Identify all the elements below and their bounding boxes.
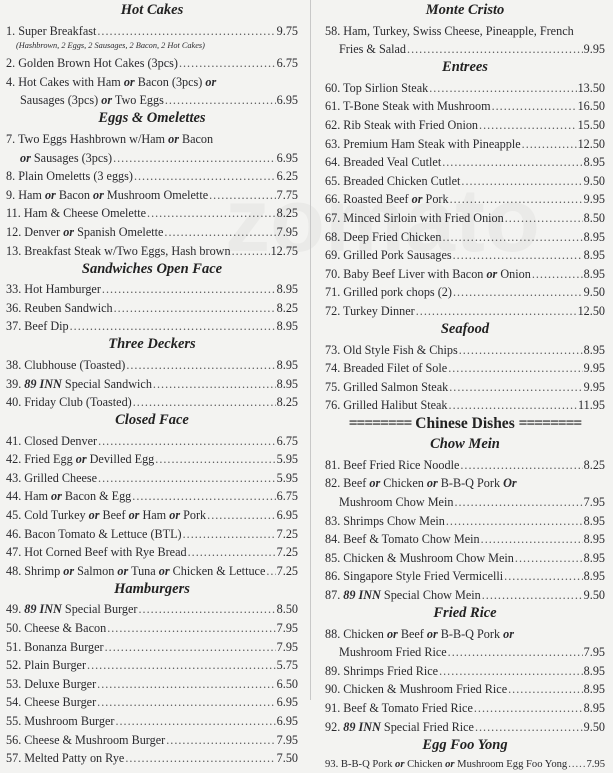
menu-item [325, 376, 605, 395]
dot-leader [505, 210, 583, 226]
item-price: 12.75 [270, 243, 298, 258]
menu-item [6, 166, 298, 185]
menu-item [6, 655, 298, 674]
item-name: 37. Beef Dip [6, 319, 69, 334]
item-price: 6.95 [276, 508, 298, 523]
menu-section-fried-rice [325, 603, 605, 735]
dot-leader [454, 494, 582, 510]
item-price: 7.95 [583, 495, 605, 510]
section-title: Chinese Dishes [411, 415, 519, 433]
item-name: 84. Beef & Tomato Chow Mein [325, 532, 480, 547]
dot-leader [448, 360, 582, 376]
menu-item [325, 642, 605, 661]
item-name: 75. Grilled Salmon Steak [325, 379, 449, 394]
item-price: 8.25 [276, 395, 298, 410]
dot-leader [461, 173, 582, 189]
item-price: 12.50 [577, 136, 605, 151]
item-price: 8.95 [276, 282, 298, 297]
item-price: 6.25 [276, 169, 298, 184]
section-title: Monte Cristo [425, 2, 505, 18]
item-price: 9.95 [583, 42, 605, 57]
dot-leader [446, 513, 583, 529]
item-name: 41. Closed Denver [6, 433, 98, 448]
item-price: 8.95 [583, 682, 605, 697]
section-title: Egg Foo Yong [422, 736, 508, 753]
divider: ======== [518, 415, 582, 433]
dot-leader [134, 168, 276, 184]
item-price: 8.95 [583, 513, 605, 528]
item-name: 56. Cheese & Mushroom Burger [6, 732, 166, 747]
item-name: 60. Top Sirlion Steak [325, 80, 429, 95]
item-price: 8.95 [583, 248, 605, 263]
item-name: 55. Mushroom Burger [6, 714, 115, 728]
menu-item [6, 20, 298, 39]
item-name: 71. Grilled pork chops (2) [325, 285, 452, 300]
dot-leader [153, 376, 276, 392]
menu-item [325, 300, 605, 319]
item-price: 8.25 [276, 206, 298, 221]
item-name: 62. Rib Steak with Fried Onion [325, 117, 479, 132]
item-price: 9.50 [583, 285, 605, 300]
dot-leader [460, 457, 582, 473]
item-name: 70. Baby Beef Liver with Bacon or Onion [325, 266, 531, 281]
item-name: 54. Cheese Burger [6, 695, 97, 710]
dot-leader [133, 394, 276, 410]
item-price: 12.50 [577, 303, 605, 318]
dot-leader [515, 550, 583, 566]
item-price: 5.95 [276, 470, 298, 485]
menu-item [6, 729, 298, 748]
item-name: 66. Roasted Beef or Pork [325, 192, 449, 207]
item-name: 73. Old Style Fish & Chips [325, 342, 458, 357]
menu-item [325, 491, 605, 510]
item-name: 36. Reuben Sandwich [6, 300, 113, 315]
menu-item [6, 147, 298, 166]
menu-item [6, 53, 298, 72]
item-price: 8.95 [583, 266, 605, 281]
item-name: 64. Breaded Veal Cutlet [325, 155, 442, 170]
menu-item [325, 339, 605, 358]
item-note: (Hashbrown, 2 Eggs, 2 Sausages, 2 Bacon, 2 Hot Cakes) [16, 40, 205, 50]
menu-section-egg-foo-yong [325, 735, 605, 773]
item-name: 68. Deep Fried Chicken [325, 229, 442, 244]
menu-item [6, 673, 298, 692]
menu-item [325, 755, 605, 773]
item-name: 92. 89 INN Special Fried Rice [325, 719, 474, 734]
item-price: 8.25 [583, 457, 605, 472]
dot-leader [459, 342, 583, 358]
dot-leader [147, 205, 276, 221]
item-name: 33. Hot Hamburger [6, 282, 101, 297]
menu-section-hamburgers [6, 579, 298, 766]
item-name: 89. Shrimps Fried Rice [325, 663, 439, 678]
item-name: 72. Turkey Dinner [325, 303, 415, 318]
dot-leader [450, 191, 583, 207]
dot-leader [114, 300, 276, 316]
dot-leader [155, 451, 275, 467]
menu-section-hot-cakes [6, 0, 298, 108]
dot-leader [479, 117, 577, 133]
menu-item [6, 710, 298, 729]
menu-section-chow-mein [325, 434, 605, 603]
item-price: 8.95 [583, 550, 605, 565]
item-name: 76. Grilled Halibut Steak [325, 398, 448, 413]
item-name: 69. Grilled Pork Sausages [325, 248, 452, 263]
section-title: Seafood [440, 320, 490, 337]
section-title: Eggs & Omelettes [98, 110, 206, 127]
menu-item [325, 207, 605, 226]
item-price: 9.95 [583, 361, 605, 376]
menu-item [6, 504, 298, 523]
menu-item [6, 128, 298, 147]
menu-section-entrees [325, 57, 605, 319]
section-title: Entrees [442, 59, 488, 76]
dot-leader [448, 644, 583, 660]
dot-leader [449, 397, 577, 413]
menu-item [6, 221, 298, 240]
dot-leader [453, 247, 583, 263]
dot-leader [532, 266, 583, 282]
item-name: 9. Ham or Bacon or Mushroom Omelette [6, 187, 209, 202]
menu-item [6, 486, 298, 505]
item-name: 74. Breaded Filet of Sole [325, 361, 448, 376]
dot-leader [70, 318, 276, 334]
menu-section-eggs [6, 108, 298, 258]
dot-leader [132, 488, 275, 504]
item-price: 7.75 [276, 187, 298, 202]
dot-leader [429, 80, 576, 96]
item-price: 6.95 [276, 150, 298, 165]
item-name: 52. Plain Burger [6, 658, 87, 673]
item-price: 7.50 [276, 751, 298, 766]
menu-column-right [310, 0, 613, 771]
menu-item [6, 430, 298, 449]
item-name: 86. Singapore Style Fried Vermicelli [325, 569, 504, 584]
item-price: 8.95 [583, 663, 605, 678]
item-name: 44. Ham or Bacon & Egg [6, 489, 132, 504]
dot-leader [442, 229, 582, 245]
section-title: Three Deckers [108, 336, 196, 353]
dot-leader [481, 531, 583, 547]
item-price: 7.25 [276, 563, 298, 578]
item-price: 8.95 [276, 357, 298, 372]
dot-leader [102, 281, 276, 297]
item-price: 8.95 [276, 319, 298, 334]
item-price: 8.95 [583, 342, 605, 357]
menu-item [6, 184, 298, 203]
item-name: 57. Melted Patty on Rye [6, 751, 125, 766]
menu-item [325, 566, 605, 585]
item-price: 9.50 [583, 588, 605, 603]
menu-item [325, 529, 605, 548]
dot-leader [98, 433, 276, 449]
menu-item [325, 358, 605, 377]
menu-item [6, 560, 298, 579]
dot-leader [97, 676, 276, 692]
item-name: 91. Beef & Tomato Fried Rice [325, 701, 473, 715]
menu-item [6, 599, 298, 618]
item-price: 9.75 [276, 23, 298, 38]
section-title: Fried Rice [433, 605, 497, 622]
dot-leader [482, 587, 583, 603]
dot-leader [568, 757, 585, 773]
item-name: 7. Two Eggs Hashbrown w/Ham or Bacon [6, 131, 214, 146]
item-price: 8.95 [583, 229, 605, 244]
menu-item [325, 697, 605, 716]
item-name: or Sausages (3pcs) [20, 150, 113, 165]
dot-leader [179, 55, 276, 71]
dot-leader [416, 303, 577, 319]
dot-leader [97, 694, 276, 710]
item-name: 40. Friday Club (Toasted) [6, 395, 132, 410]
menu-item [325, 77, 605, 96]
item-price: 8.95 [583, 701, 605, 715]
item-name: 45. Cold Turkey or Beef or Ham or Pork [6, 508, 207, 523]
menu-section-closed-face [6, 410, 298, 579]
divider: ======== [348, 415, 412, 433]
dot-leader [166, 732, 275, 748]
item-name: 53. Deluxe Burger [6, 676, 97, 691]
menu-item [325, 114, 605, 133]
menu-item [325, 510, 605, 529]
item-price: 6.50 [276, 676, 298, 691]
item-name: 93. B-B-Q Pork or Chicken or Mushroom Egg Foo Yong [325, 759, 568, 771]
menu-item [325, 623, 605, 642]
item-name: 39. 89 INN Special Sandwich [6, 376, 152, 391]
section-title: Hot Cakes [120, 2, 184, 18]
section-title: Hamburgers [114, 580, 190, 597]
menu-item [6, 297, 298, 316]
menu-item [325, 263, 605, 282]
menu-item [325, 133, 605, 152]
item-name: 48. Shrimp or Salmon or Tuna or Chicken & Lettuce [6, 563, 266, 578]
menu-item [6, 90, 298, 109]
item-name: Mushroom Fried Rice [339, 645, 447, 660]
item-name: 83. Shrimps Chow Mein [325, 513, 445, 528]
menu-item [325, 96, 605, 115]
item-price: 16.50 [577, 99, 605, 114]
item-price: 9.95 [583, 192, 605, 207]
menu-item [6, 542, 298, 561]
dot-leader [115, 713, 275, 729]
dot-leader [442, 154, 582, 170]
item-name: 67. Minced Sirloin with Fried Onion [325, 210, 504, 225]
dot-leader [113, 150, 276, 166]
item-price: 8.95 [583, 155, 605, 170]
menu-item [325, 584, 605, 603]
dot-leader [207, 507, 276, 523]
menu-item [6, 636, 298, 655]
item-price: 6.95 [276, 714, 298, 728]
dot-leader [107, 620, 275, 636]
menu-item [325, 473, 605, 492]
item-name: 49. 89 INN Special Burger [6, 602, 138, 617]
item-price: 7.95 [276, 639, 298, 654]
dot-leader [449, 379, 582, 395]
item-name: 90. Chicken & Mushroom Fried Rice [325, 682, 508, 697]
menu-item [325, 189, 605, 208]
dot-leader [492, 98, 577, 114]
item-price: 6.75 [276, 56, 298, 71]
item-price: 8.95 [276, 376, 298, 391]
menu-item [6, 354, 298, 373]
item-price: 6.95 [276, 695, 298, 710]
item-name: 38. Clubhouse (Toasted) [6, 357, 126, 372]
menu-item [325, 152, 605, 171]
item-price: 5.95 [276, 452, 298, 467]
item-name: 88. Chicken or Beef or B-B-Q Pork or [325, 626, 514, 641]
dot-leader [475, 719, 583, 735]
menu-item [6, 748, 298, 767]
item-price: 9.50 [583, 173, 605, 188]
menu-section-monte-cristo [325, 0, 605, 57]
chinese-dishes-header [325, 413, 605, 434]
dot-leader [407, 41, 583, 57]
item-price: 7.95 [276, 224, 298, 239]
dot-leader [439, 663, 583, 679]
dot-leader [98, 470, 276, 486]
item-price: 9.95 [583, 379, 605, 394]
menu-item [325, 395, 605, 414]
menu-section-open-face [6, 259, 298, 335]
item-price: 6.75 [276, 433, 298, 448]
dot-leader [209, 187, 276, 203]
item-price: 7.95 [586, 759, 605, 771]
menu-item [325, 679, 605, 698]
dot-leader [125, 750, 275, 766]
item-name: 63. Premium Ham Steak with Pineapple [325, 136, 521, 151]
item-name: 13. Breakfast Steak w/Two Eggs, Hash brown [6, 243, 231, 258]
item-name: 58. Ham, Turkey, Swiss Cheese, Pineapple, French [325, 23, 574, 38]
item-name: 51. Bonanza Burger [6, 639, 104, 654]
item-price: 7.95 [276, 732, 298, 747]
dot-leader [453, 284, 583, 300]
menu-item [6, 467, 298, 486]
item-price: 8.50 [276, 602, 298, 617]
dot-leader [188, 544, 276, 560]
dot-leader [164, 224, 275, 240]
item-price: 8.95 [583, 569, 605, 584]
item-name: 8. Plain Omeletts (3 eggs) [6, 169, 133, 184]
item-price: 7.25 [276, 526, 298, 541]
item-name: 82. Beef or Chicken or B-B-Q Pork Or [325, 476, 517, 491]
item-name: 2. Golden Brown Hot Cakes (3pcs) [6, 56, 178, 71]
dot-leader [266, 563, 275, 579]
dot-leader [126, 357, 275, 373]
menu-item [6, 449, 298, 468]
menu-item [6, 523, 298, 542]
item-price: 8.25 [276, 300, 298, 315]
item-name: 61. T-Bone Steak with Mushroom [325, 99, 491, 114]
item-name: Fries & Salad [339, 42, 407, 57]
menu-item [6, 240, 298, 259]
menu-section-chinese-header [325, 413, 605, 434]
item-name: 1. Super Breakfast [6, 23, 97, 38]
menu-item [6, 617, 298, 636]
menu-item [325, 170, 605, 189]
item-name: 87. 89 INN Special Chow Mein [325, 588, 481, 603]
item-price: 7.95 [583, 645, 605, 660]
item-name: Sausages (3pcs) or Two Eggs [20, 93, 164, 108]
dot-leader [97, 23, 275, 39]
menu-item [325, 547, 605, 566]
item-name: Mushroom Chow Mein [339, 495, 454, 510]
item-name: 81. Beef Fried Rice Noodle [325, 457, 460, 472]
item-price: 6.95 [276, 93, 298, 108]
item-name: 46. Bacon Tomato & Lettuce (BTL) [6, 526, 182, 541]
menu-item [325, 454, 605, 473]
item-name: 65. Breaded Chicken Cutlet [325, 173, 461, 188]
menu-item [6, 373, 298, 392]
menu-section-seafood [325, 319, 605, 413]
dot-leader [232, 243, 270, 259]
item-price: 8.50 [583, 210, 605, 225]
dot-leader [474, 700, 583, 716]
dot-leader [87, 657, 276, 673]
item-price: 9.50 [583, 719, 605, 734]
dot-leader [138, 601, 275, 617]
item-name: 47. Hot Corned Beef with Rye Bread [6, 545, 187, 560]
item-price: 13.50 [577, 80, 605, 95]
menu-item [325, 660, 605, 679]
menu-item [6, 316, 298, 335]
menu-item [325, 245, 605, 264]
section-title: Sandwiches Open Face [81, 260, 223, 277]
dot-leader [522, 136, 577, 152]
menu-item [325, 226, 605, 245]
item-price: 5.75 [276, 658, 298, 673]
menu-item [325, 282, 605, 301]
section-title: Chow Mein [430, 436, 500, 453]
item-name: 85. Chicken & Mushroom Chow Mein [325, 550, 514, 565]
item-name: 42. Fried Egg or Devilled Egg [6, 452, 155, 467]
menu-item [325, 716, 605, 735]
item-price: 7.25 [276, 545, 298, 560]
menu-item [6, 392, 298, 411]
item-name: 4. Hot Cakes with Ham or Bacon (3pcs) or [6, 74, 217, 89]
section-title: Closed Face [115, 412, 189, 429]
dot-leader [508, 681, 583, 697]
item-price: 6.75 [276, 489, 298, 504]
dot-leader [165, 92, 276, 108]
item-name: 43. Grilled Cheese [6, 470, 98, 485]
dot-leader [105, 639, 276, 655]
item-price: 7.95 [276, 621, 298, 636]
item-price: 15.50 [577, 117, 605, 132]
menu-item [325, 20, 605, 39]
item-name: 50. Cheese & Bacon [6, 621, 107, 636]
item-name: 12. Denver or Spanish Omelette [6, 224, 164, 239]
menu-item [325, 39, 605, 58]
dot-leader [183, 526, 276, 542]
item-price: 11.95 [578, 398, 605, 413]
menu-item [6, 692, 298, 711]
menu-section-three-deckers [6, 334, 298, 410]
item-name: 11. Ham & Cheese Omelette [6, 206, 147, 221]
dot-leader [504, 568, 583, 584]
menu-item [6, 71, 298, 90]
item-price: 8.95 [583, 532, 605, 547]
menu-item [6, 279, 298, 298]
menu-item [6, 203, 298, 222]
